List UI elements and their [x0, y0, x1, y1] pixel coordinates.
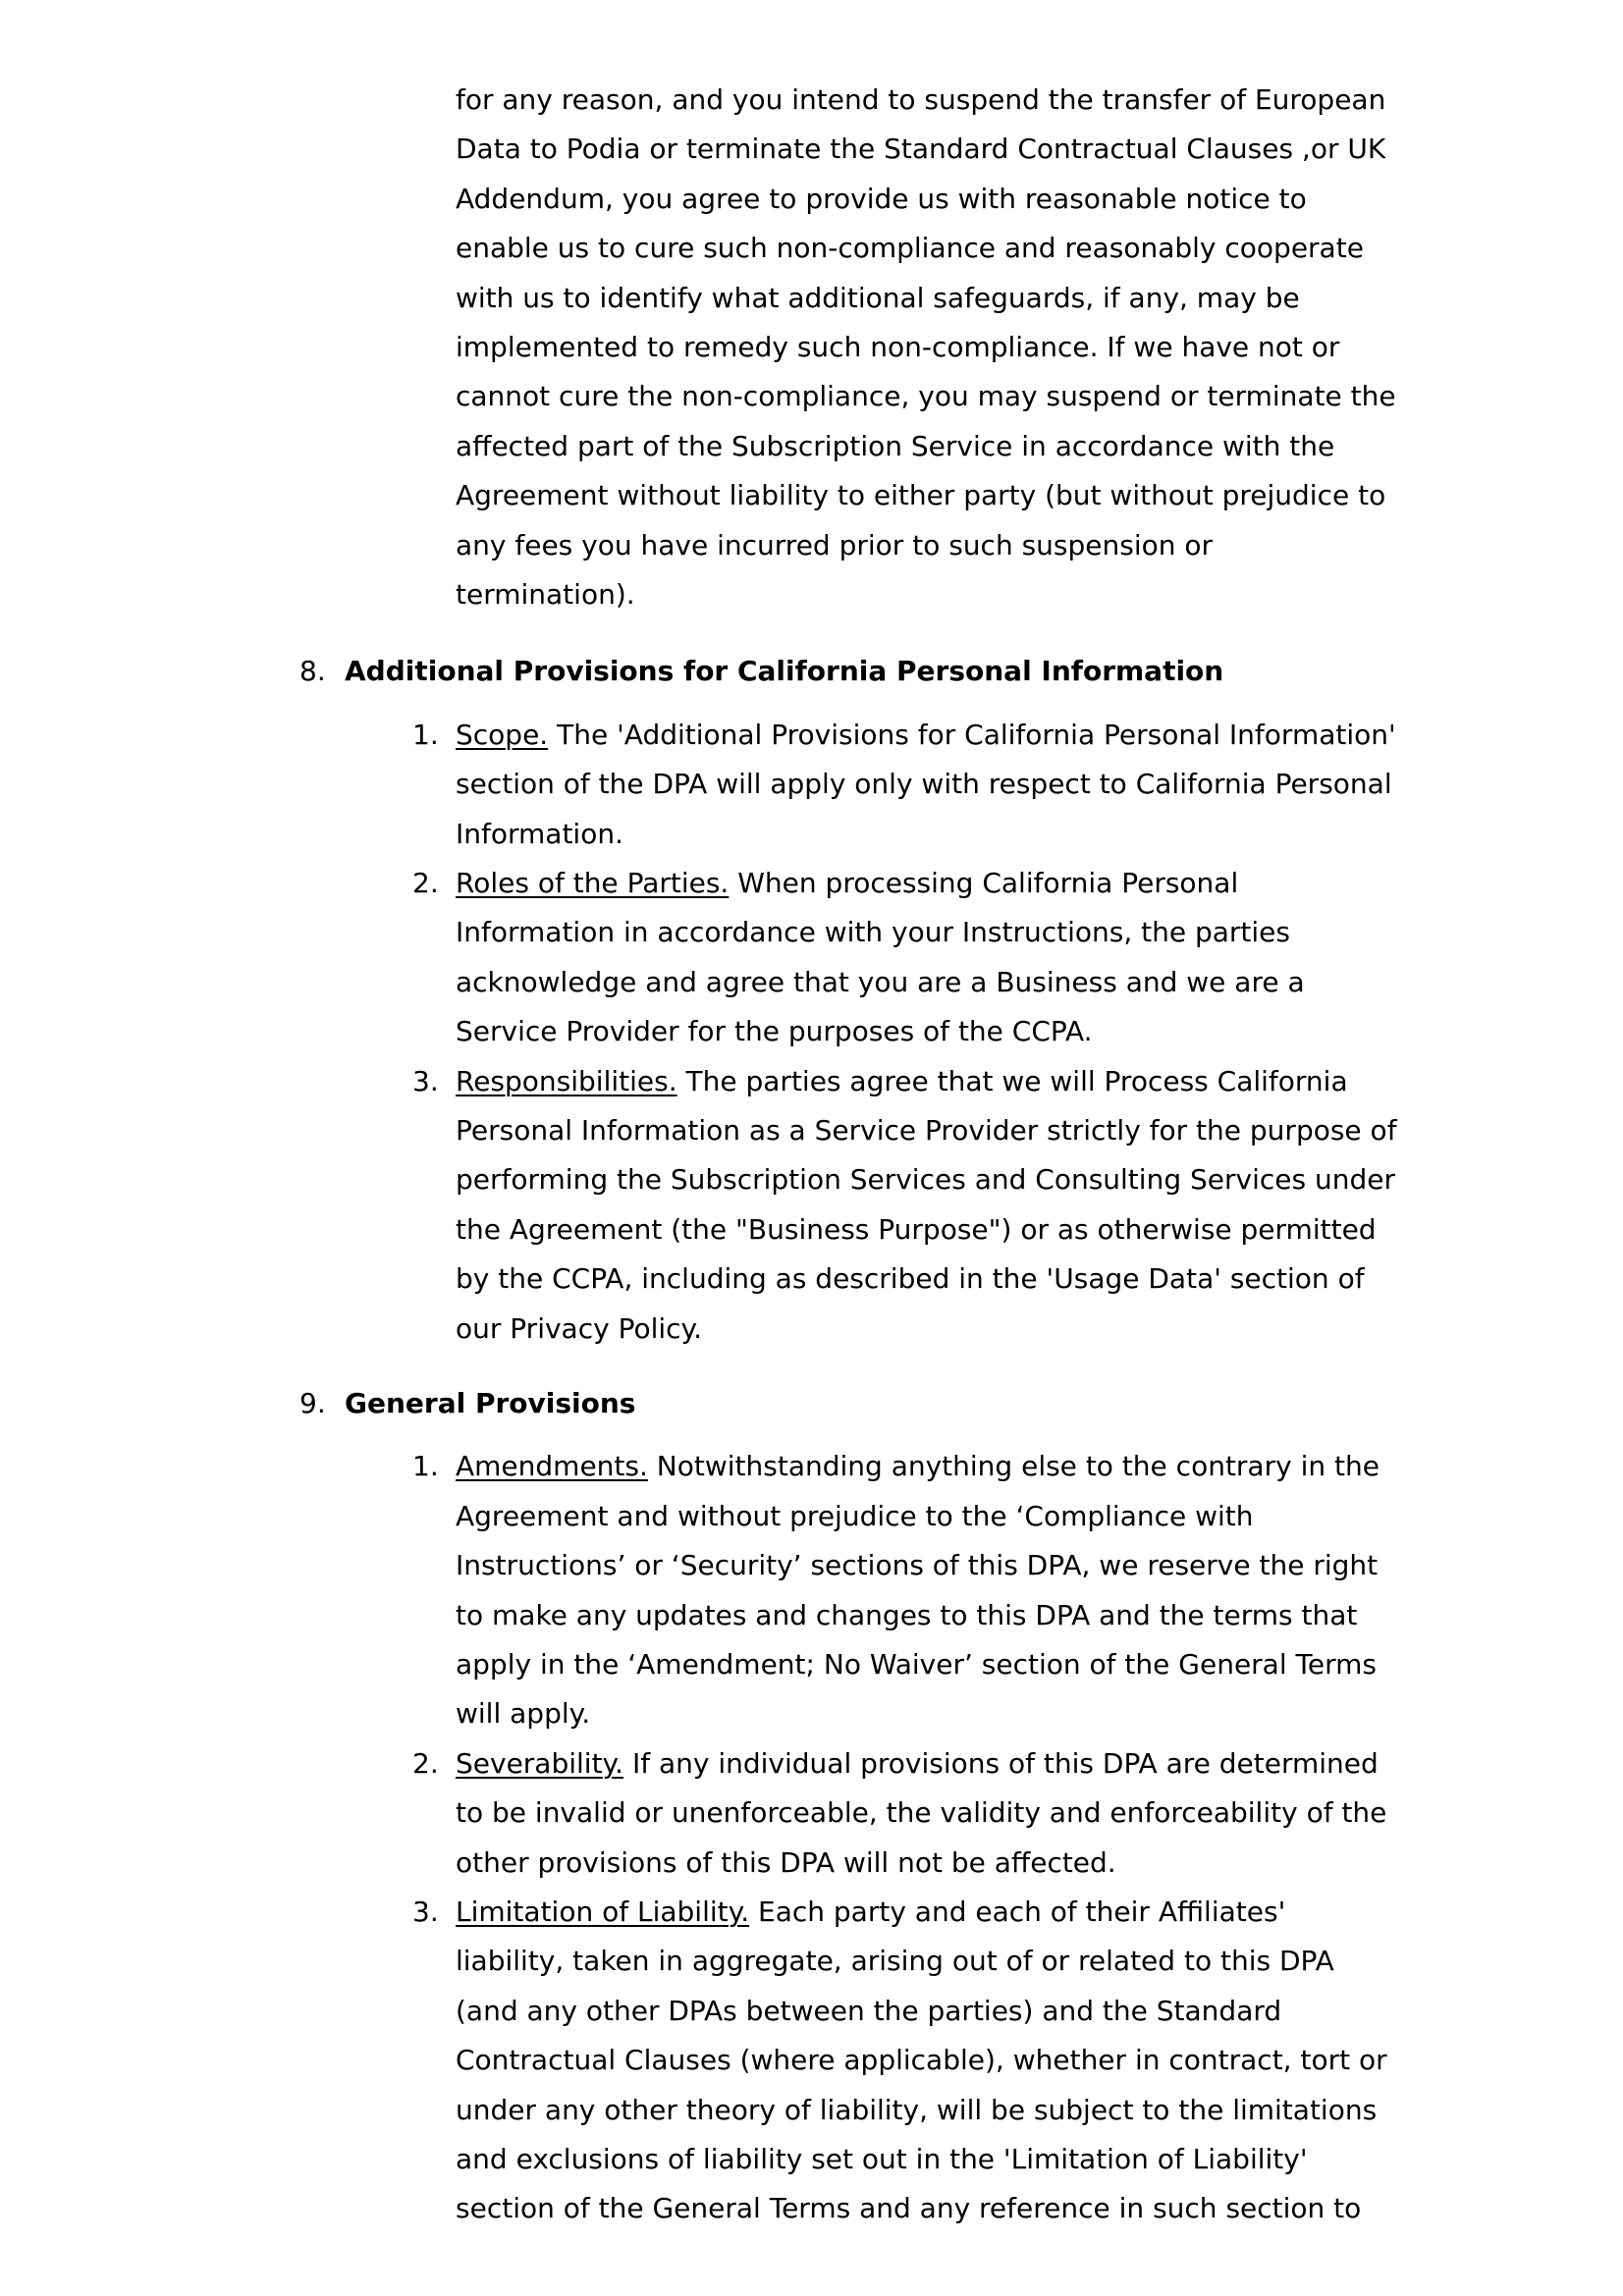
paragraph-line: implemented to remedy such non-compliance. If we have not or [456, 331, 1340, 363]
item-first-line [456, 1450, 1380, 1483]
item-line: under any other theory of liability, will be subject to the limitations [456, 2093, 1378, 2126]
item-line: section of the DPA will apply only with respect to California Personal [456, 768, 1392, 801]
paragraph-line: Addendum, you agree to provide us with reasonable notice to [456, 182, 1307, 215]
item-label: Responsibilities. [456, 1064, 677, 1097]
item-line: Contractual Clauses (where applicable), whether in contract, tort or [456, 2044, 1387, 2077]
item-line: performing the Subscription Services and Consulting Services under [456, 1163, 1395, 1197]
item-line: section of the General Terms and any reference in such section to [456, 2192, 1362, 2225]
item-first-line [456, 1746, 1379, 1780]
item-text: When processing California Personal [729, 867, 1239, 899]
item-text: The 'Additional Provisions for California Personal Information' [548, 718, 1396, 751]
item-line: Instructions’ or ‘Security’ sections of this DPA, we reserve the right [456, 1549, 1379, 1582]
item-line: apply in the ‘Amendment; No Waiver’ section of the General Terms [456, 1648, 1377, 1681]
section-heading: General Provisions [345, 1387, 636, 1419]
item-label: Roles of the Parties. [456, 867, 730, 899]
paragraph-line: Data to Podia or terminate the Standard Contractual Clauses ,or UK [456, 133, 1386, 166]
item-first-line [456, 867, 1239, 899]
item-first-line [456, 1898, 1285, 1926]
section-heading: Additional Provisions for California Personal Information [345, 655, 1224, 688]
paragraph-line: enable us to cure such non-compliance and reasonably cooperate [456, 232, 1364, 265]
item-line: liability, taken in aggregate, arising out of or related to this DPA [456, 1945, 1334, 1978]
item-number: 3. [412, 1896, 439, 1928]
item-number: 2. [412, 867, 439, 899]
item-line: by the CCPA, including as described in the 'Usage Data' section of [456, 1262, 1365, 1296]
paragraph-line: cannot cure the non-compliance, you may suspend or terminate the [456, 380, 1396, 413]
item-line: Service Provider for the purposes of the CCPA. [456, 1015, 1093, 1048]
item-line: Information in accordance with your Instructions, the parties [456, 916, 1290, 949]
item-label: Limitation of Liability. [456, 1896, 750, 1928]
item-number: 1. [412, 1450, 439, 1483]
item-number: 2. [412, 1746, 439, 1780]
item-text: Each party and each of their Affiliates' [749, 1896, 1286, 1928]
item-line: and exclusions of liability set out in the 'Limitation of Liability' [456, 2143, 1308, 2175]
item-line: (and any other DPAs between the parties) and the Standard [456, 1994, 1282, 2027]
item-line: our Privacy Policy. [456, 1311, 703, 1345]
paragraph-line: affected part of the Subscription Service in accordance with the [456, 429, 1335, 462]
item-label: Scope. [456, 718, 549, 751]
paragraph-line: termination). [456, 578, 635, 611]
item-line: the Agreement (the "Business Purpose") or as otherwise permitted [456, 1212, 1377, 1246]
item-text: If any individual provisions of this DPA are determined [623, 1746, 1379, 1780]
item-label: Severability. [456, 1746, 624, 1780]
item-number: 1. [412, 718, 439, 751]
item-line: Agreement and without prejudice to the ‘Compliance with [456, 1499, 1254, 1532]
section-number: 9. [299, 1387, 326, 1419]
item-number: 3. [412, 1064, 439, 1097]
item-line: will apply. [456, 1697, 591, 1731]
item-line: Information. [456, 817, 623, 850]
item-line: to make any updates and changes to this DPA and the terms that [456, 1598, 1358, 1631]
item-line: Personal Information as a Service Provider strictly for the purpose of [456, 1114, 1397, 1147]
item-first-line [456, 718, 1396, 751]
paragraph-line: any fees you have incurred prior to such suspension or [456, 528, 1214, 561]
paragraph-line: Agreement without liability to either party (but without prejudice to [456, 479, 1386, 512]
item-text: The parties agree that we will Process California [676, 1064, 1348, 1097]
item-line: acknowledge and agree that you are a Business and we are a [456, 965, 1305, 998]
item-first-line [456, 1064, 1348, 1097]
paragraph-line: for any reason, and you intend to suspend the transfer of European [456, 83, 1386, 116]
item-label: Amendments. [456, 1450, 648, 1483]
section-number: 8. [299, 655, 326, 688]
item-text: Notwithstanding anything else to the contrary in the [647, 1450, 1380, 1483]
item-line: to be invalid or unenforceable, the validity and enforceability of the [456, 1796, 1387, 1830]
paragraph-line: with us to identify what additional safeguards, if any, may be [456, 281, 1300, 314]
item-line: other provisions of this DPA will not be affected. [456, 1845, 1116, 1879]
